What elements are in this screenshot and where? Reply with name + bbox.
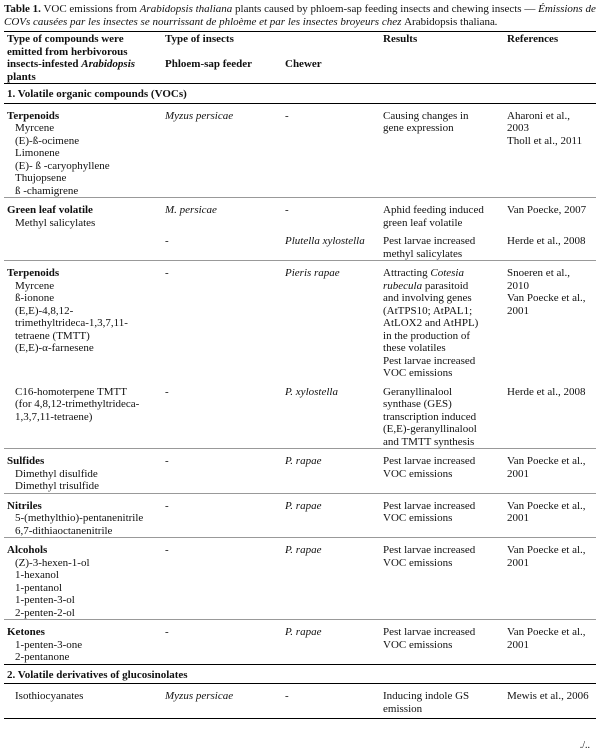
results-cell: Pest larvae increased VOC emissions (380, 620, 504, 665)
references-cell: Van Poecke, 2007 (504, 198, 596, 230)
table-row (4, 493, 596, 538)
references-cell: Van Poecke et al., 2001 (504, 620, 596, 665)
table-header (4, 32, 596, 84)
references-cell: Van Poecke et al., 2001 (504, 538, 596, 620)
header-references: References (504, 32, 596, 84)
section-row: 2. Volatile derivatives of glucosinolates (4, 664, 596, 684)
chewer-cell: P. rapae (282, 449, 380, 494)
references-cell: Snoeren et al., 2010 Van Poecke et al., 2001 (504, 261, 596, 380)
compound-cell: Green leaf volatile Methyl salicylates (4, 198, 162, 230)
table-row (4, 198, 596, 230)
table-row (4, 538, 596, 620)
table-row (4, 449, 596, 494)
phloem-feeder-cell: - (162, 493, 282, 538)
results-cell: Pest larvae increased VOC emissions (380, 449, 504, 494)
phloem-feeder-cell: M. persicae (162, 198, 282, 230)
chewer-cell: - (285, 109, 289, 122)
caption-label: Table 1. (4, 3, 41, 15)
section-row: 1. Volatile organic compounds (VOCs) (4, 84, 596, 104)
compound-cell: Sulfides Dimethyl disulfide Dimethyl trisulfide (4, 449, 162, 494)
document-page (4, 0, 596, 751)
header-phloem: Phloem-sap feeder (165, 57, 253, 70)
table-row (4, 380, 596, 449)
table-row (4, 261, 596, 380)
references-cell: Herde et al., 2008 (507, 385, 586, 398)
chewer-cell: Pieris rapae (282, 261, 380, 380)
compound-cell: C16-homoterpene TMTT (for 4,8,12-trimethyltrideca- 1,3,7,11-tetraene) (15, 385, 140, 423)
compound-cell: Terpenoids Myrcene ß-ionone (E,E)-4,8,12- trimethyltrideca-1,3,7,11- tetraene (TMTT) (E,E)-α-farnesene (4, 261, 162, 380)
caption-french: Émissions de COVs causées par les insectes se nourrissant de phloème et par les insectes broyeurs chez Arabidopsis thaliana. (4, 3, 596, 28)
compound-cell: Ketones 1-penten-3-one 2-pentanone (4, 620, 162, 665)
table-row (4, 103, 596, 198)
results-cell: Pest larvae increased VOC emissions (380, 538, 504, 620)
results-cell: Attracting Cotesia rubecula parasitoid and involving genes (AtTPS10; AtPAL1; AtLOX2 and AtHPL) in the production of these volatiles Pest larvae increased VOC emissions (380, 261, 504, 380)
chewer-cell: - (282, 684, 380, 719)
phloem-feeder-cell: - (162, 261, 282, 380)
references-cell: Mewis et al., 2006 (504, 684, 596, 719)
phloem-feeder-cell: - (165, 385, 169, 398)
table-row (4, 684, 596, 719)
table-body (4, 84, 596, 719)
compound-cell: Alcohols (Z)-3-hexen-1-ol 1-hexanol 1-pentanol 1-penten-3-ol 2-penten-2-ol (4, 538, 162, 620)
references-cell: Herde et al., 2008 (507, 235, 586, 247)
references-cell: Aharoni et al., 2003 Tholl et al., 2011 (507, 109, 583, 147)
chewer-cell: P. rapae (282, 620, 380, 665)
header-chewer: Chewer (285, 57, 322, 70)
chewer-cell: P. rapae (282, 493, 380, 538)
phloem-feeder-cell: - (165, 235, 169, 247)
results-cell: Geranyllinalool synthase (GES) transcription induced (E,E)-geranyllinalool and TMTT synthesis (383, 385, 477, 448)
compound-cell: Nitriles 5-(methylthio)-pentanenitrile 6,7-dithiaoctanenitrile (4, 493, 162, 538)
chewer-cell: P. rapae (282, 538, 380, 620)
phloem-feeder-cell: Myzus persicae (165, 109, 234, 122)
results-cell: Causing changes in gene expression (383, 109, 469, 134)
compound-cell: Isothiocyanates (4, 684, 162, 719)
chewer-cell: - (282, 198, 380, 230)
table-row (4, 229, 596, 261)
chewer-cell: Plutella xylostella (285, 235, 365, 247)
results-cell: Pest larvae increased methyl salicylates (383, 235, 476, 260)
chewer-cell: P. xylostella (285, 385, 338, 398)
phloem-feeder-cell: Myzus persicae (162, 684, 282, 719)
compound-cell: Terpenoids Myrcene (E)-ß-ocimene Limonene (E)- ß -caryophyllene Thujopsene ß -chamigrene (7, 109, 110, 197)
table-row (4, 620, 596, 665)
results-cell: Inducing indole GS emission (380, 684, 504, 719)
phloem-feeder-cell: - (162, 538, 282, 620)
results-cell: Aphid feeding induced green leaf volatile (380, 198, 504, 230)
references-cell: Van Poecke et al., 2001 (504, 449, 596, 494)
references-cell: Van Poecke et al., 2001 (504, 493, 596, 538)
table-caption: Table 1. VOC emissions from Arabidopsis thaliana plants caused by phloem-sap feeding insects and chewing insects — Émissions de COVs causées par les insectes se nourrissant de phloème et par les insectes broyeurs chez Arabidopsis thaliana. (4, 3, 596, 28)
header-compounds: Type of compounds were emitted from herbivorous insects-infested Arabidopsis plants (4, 32, 162, 84)
voc-table (4, 31, 596, 719)
page-continuation: ./.. (579, 740, 590, 751)
phloem-feeder-cell: - (162, 449, 282, 494)
results-cell: Pest larvae increased VOC emissions (380, 493, 504, 538)
phloem-feeder-cell: - (162, 620, 282, 665)
header-insect-type: Type of insects (162, 32, 380, 54)
header-results: Results (380, 32, 504, 84)
compound-cell (4, 229, 162, 261)
